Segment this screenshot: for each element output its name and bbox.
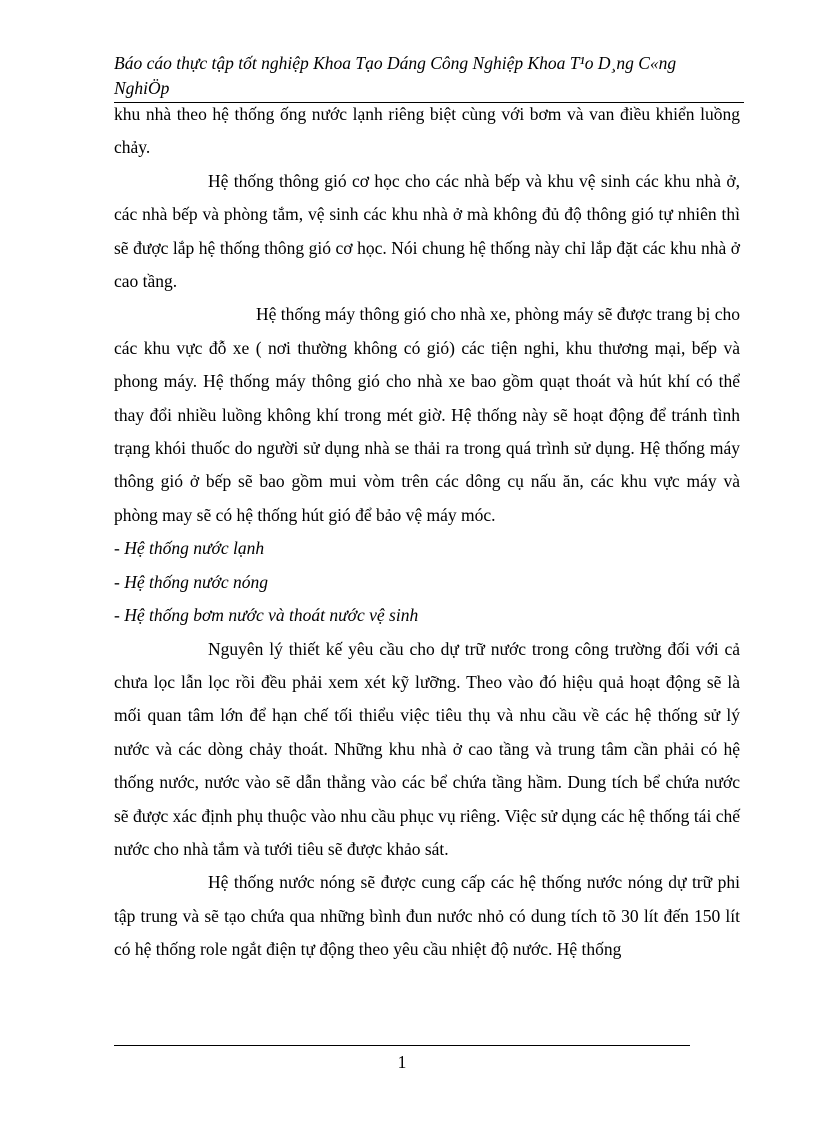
header-title: Báo cáo thực tập tốt nghiệp Khoa Tạo Dáng Công Nghiệp Khoa T¹o D¸ng C«ng xyxy=(114,53,677,73)
paragraph-mechanical-ventilation: Hệ thống thông gió cơ học cho các nhà bếp và khu vệ sinh các khu nhà ở, các nhà bếp và phòng tắm, vệ sinh các khu nhà ở mà không đủ độ thông gió tự nhiên thì sẽ được lắp hệ thống thông gió cơ học. Nói chung hệ thống này chỉ lắp đặt các khu nhà ở cao tầng. xyxy=(114,170,740,292)
document-body xyxy=(114,98,740,967)
paragraph-water-storage-design: Nguyên lý thiết kế yêu cầu cho dự trữ nước trong công trường đối với cả chưa lọc lẫn lọc rồi đều phải xem xét kỹ lưỡng. Theo vào đó hiệu quả hoạt động sẽ là mối quan tâm lớn để hạn chế tối thiểu việc tiêu thụ và nhu cầu về các hệ thống sử lý nước và các dòng chảy thoát. Những khu nhà ở cao tầng và trung tâm cần phải có hệ thống nước, nước vào sẽ dẫn thẳng vào các bể chứa tầng hầm. Dung tích bể chứa nước sẽ được xác định phụ thuộc vào nhu cầu phục vụ riêng. Việc sử dụng các hệ thống tái chế nước cho nhà tắm và tưới tiêu sẽ được khảo sát. xyxy=(114,638,740,859)
paragraph-hot-water-system: Hệ thống nước nóng sẽ được cung cấp các hệ thống nước nóng dự trữ phi tập trung và sẽ tạo chứa qua những bình đun nước nhỏ có dung tích tõ 30 lít đến 150 lít có hệ thống role ngắt điện tự động theo yêu cầu nhiệt độ nước. Hệ thống xyxy=(114,872,740,960)
paragraph-garage-ventilation: Hệ thống máy thông gió cho nhà xe, phòng máy sẽ được trang bị cho các khu vực đỗ xe ( nơi thường không có gió) các tiện nghi, khu thương mại, bếp và phong máy. Hệ thống máy thông gió cho nhà xe bao gồm quạt thoát và hút khí có thể thay đổi nhiều luồng không khí trong mét giờ. Hệ thống này sẽ hoạt động để tránh tình trạng khói thuốc do người sử dụng nhà se thải ra trong quá trình sử dụng. Hệ thống máy thông gió ở bếp sẽ bao gồm mui vòm trên các dông cụ nấu ăn, các khu vực máy và phòng may sẽ có hệ thống hút gió để bảo vệ máy móc. xyxy=(114,304,740,525)
bullet-pump-drainage-system: - Hệ thống bơm nước và thoát nước vệ sinh xyxy=(114,605,419,626)
page-header xyxy=(114,51,744,103)
page-number: 1 xyxy=(397,1052,407,1072)
bullet-hot-water-system: - Hệ thống nước nóng xyxy=(114,571,268,592)
footer-divider xyxy=(114,1045,690,1046)
bullet-cold-water-system: - Hệ thống nước lạnh xyxy=(114,538,265,559)
header-title-continued: NghiÖp xyxy=(114,78,170,98)
paragraph-cold-water-continued: khu nhà theo hệ thống ống nước lạnh riêng biệt cùng với bơm và van điều khiển luồng chảy. xyxy=(114,104,740,158)
